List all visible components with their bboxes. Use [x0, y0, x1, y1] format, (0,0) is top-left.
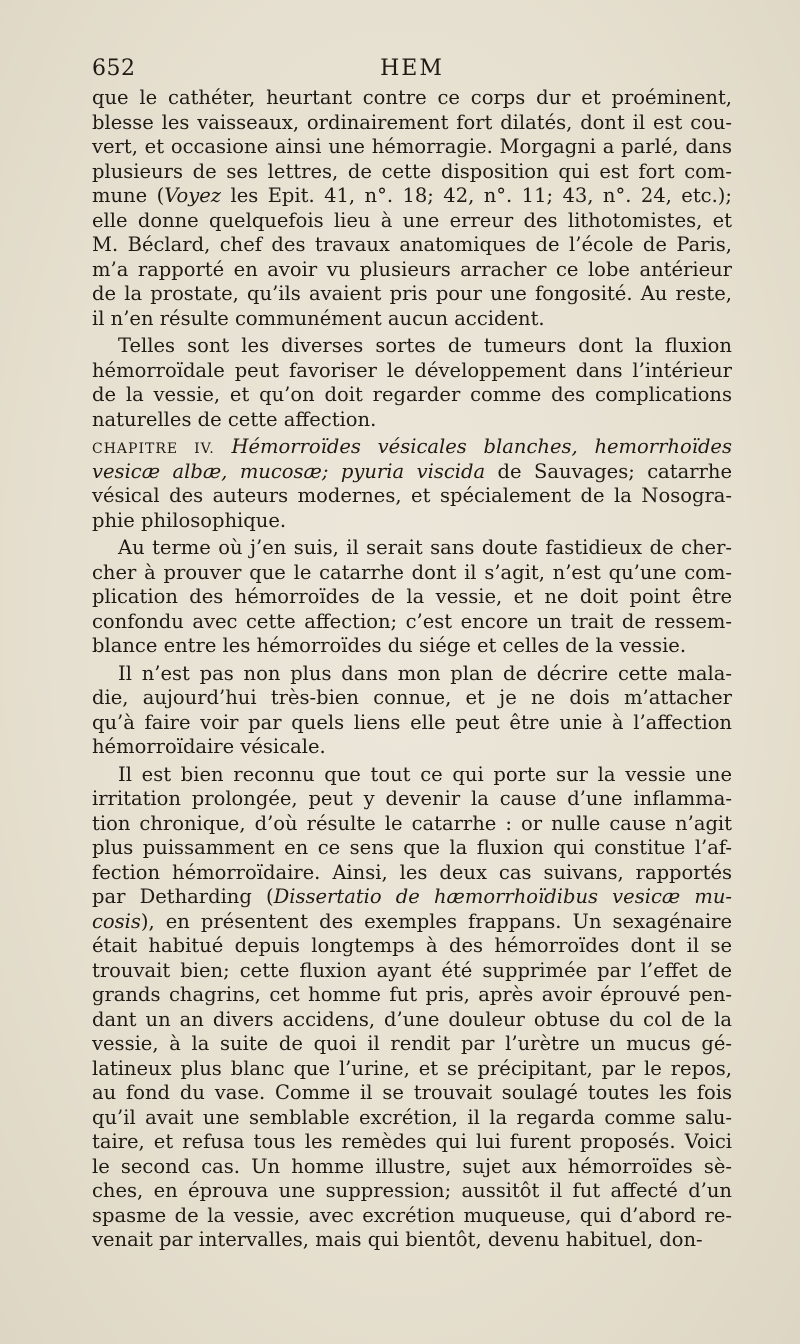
text-line: vésical des auteurs modernes, et spécialement de la Nosogra- — [92, 484, 732, 507]
text-line: cher à prouver que le catarrhe dont il s’agit, n’est qu’une com- — [92, 560, 732, 584]
text-line: au fond du vase. Comme il se trouvait soulagé toutes les fois — [92, 1081, 732, 1104]
running-head — [92, 56, 732, 86]
text-line: de la vessie, et qu’on doit regarder comme des complications — [92, 383, 732, 406]
text-line: cosis), en présentent des exemples frappans. Un sexagénaire — [92, 909, 732, 933]
text-line: plusieurs de ses lettres, de cette disposition qui est fort com- — [92, 159, 732, 183]
text-line: confondu avec cette affection; c’est encore un trait de ressem- — [92, 609, 732, 633]
text-line: taire, et refusa tous les remèdes qui lui furent proposés. Voici — [92, 1130, 732, 1153]
text-line: il n’en résulte communément aucun accident. — [92, 306, 545, 330]
text-line: CHAPITRE IV. Hémorroïdes vésicales blanches, hemorrhoïdes — [92, 435, 732, 458]
text-line: vessie, à la suite de quoi il rendit par l’urètre un mucus gé- — [92, 1032, 732, 1055]
text-line: naturelles de cette affection. — [92, 407, 377, 431]
paragraph — [92, 334, 732, 432]
text-line: Au terme où j’en suis, il serait sans doute fastidieux de cher- — [118, 536, 732, 559]
text-line: venait par intervalles, mais qui bientôt, devenu habituel, don- — [92, 1228, 703, 1251]
text-line: qu’il avait une semblable excrétion, il la regarda comme salu- — [92, 1105, 732, 1129]
text-line: Il n’est pas non plus dans mon plan de décrire cette mala- — [118, 661, 732, 685]
text-line: plication des hémorroïdes de la vessie, et ne doit point être — [92, 585, 732, 608]
text-line: phie philosophique. — [92, 508, 287, 532]
text-line: mune (Voyez les Epit. 41, n°. 18; 42, n°. 11; 43, n°. 24, etc.); — [92, 184, 732, 207]
text-line: die, aujourd’hui très-bien connue, et je ne dois m’attacher — [92, 686, 732, 709]
text-line: Il est bien reconnu que tout ce qui porte sur la vessie une — [118, 762, 732, 786]
text-line: irritation prolongée, peut y devenir la cause d’une inflamma- — [92, 787, 732, 810]
text-line: elle donne quelquefois lieu à une erreur des lithotomistes, et — [92, 208, 732, 232]
paragraph — [92, 763, 732, 1253]
text-line: le second cas. Un homme illustre, sujet aux hémorroïdes sè- — [92, 1154, 732, 1178]
running-head-title: HEM — [380, 56, 444, 81]
text-line: était habitué depuis longtemps à des hémorroïdes dont il se — [92, 934, 732, 957]
text-line: hémorroïdaire vésicale. — [92, 735, 326, 758]
body-text — [92, 86, 732, 1253]
text-line: tion chronique, d’où résulte le catarrhe : or nulle cause n’agit — [92, 811, 732, 835]
text-line: plus puissamment en ce sens que la fluxion qui constitue l’af- — [92, 836, 732, 859]
text-line: vesicæ albæ, mucosæ; pyuria viscida de Sauvages; catarrhe — [92, 459, 732, 483]
text-line: fection hémorroïdaire. Ainsi, les deux cas suivans, rapportés — [92, 860, 732, 884]
text-line: vert, et occasione ainsi une hémorragie. Morgagni a parlé, dans — [92, 135, 732, 158]
text-line: Telles sont les diverses sortes de tumeurs dont la fluxion — [118, 334, 732, 357]
text-line: trouvait bien; cette fluxion ayant été supprimée par l’effet de — [92, 958, 732, 982]
text-line: hémorroïdale peut favoriser le développement dans l’intérieur — [92, 358, 732, 382]
text-line: blance entre les hémorroïdes du siége et celles de la vessie. — [92, 634, 687, 657]
page-number: 652 — [92, 56, 136, 81]
text-line: blesse les vaisseaux, ordinairement fort dilatés, dont il est cou- — [92, 110, 732, 134]
text-line: grands chagrins, cet homme fut pris, après avoir éprouvé pen- — [92, 983, 732, 1006]
paragraph — [92, 662, 732, 760]
text-line: dant un an divers accidens, d’une douleur obtuse du col de la — [92, 1007, 732, 1031]
text-line: latineux plus blanc que l’urine, et se précipitant, par le repos, — [92, 1056, 732, 1080]
text-line: par Detharding (Dissertatio de hæmorrhoïdibus vesicæ mu- — [92, 885, 732, 908]
paragraph — [92, 536, 732, 659]
paragraph — [92, 86, 732, 331]
text-line: de la prostate, qu’ils avaient pris pour une fongosité. Au reste, — [92, 282, 732, 305]
text-line: m’a rapporté en avoir vu plusieurs arracher ce lobe antérieur — [92, 257, 732, 281]
text-line: que le cathéter, heurtant contre ce corps dur et proéminent, — [92, 86, 732, 109]
text-line: M. Béclard, chef des travaux anatomiques de l’école de Paris, — [92, 233, 732, 256]
text-line: qu’à faire voir par quels liens elle peut être unie à l’affection — [92, 710, 732, 734]
paragraph — [92, 435, 732, 533]
text-line: ches, en éprouva une suppression; aussitôt il fut affecté d’un — [92, 1179, 732, 1202]
text-line: spasme de la vessie, avec excrétion muqueuse, qui d’abord re- — [92, 1203, 732, 1227]
